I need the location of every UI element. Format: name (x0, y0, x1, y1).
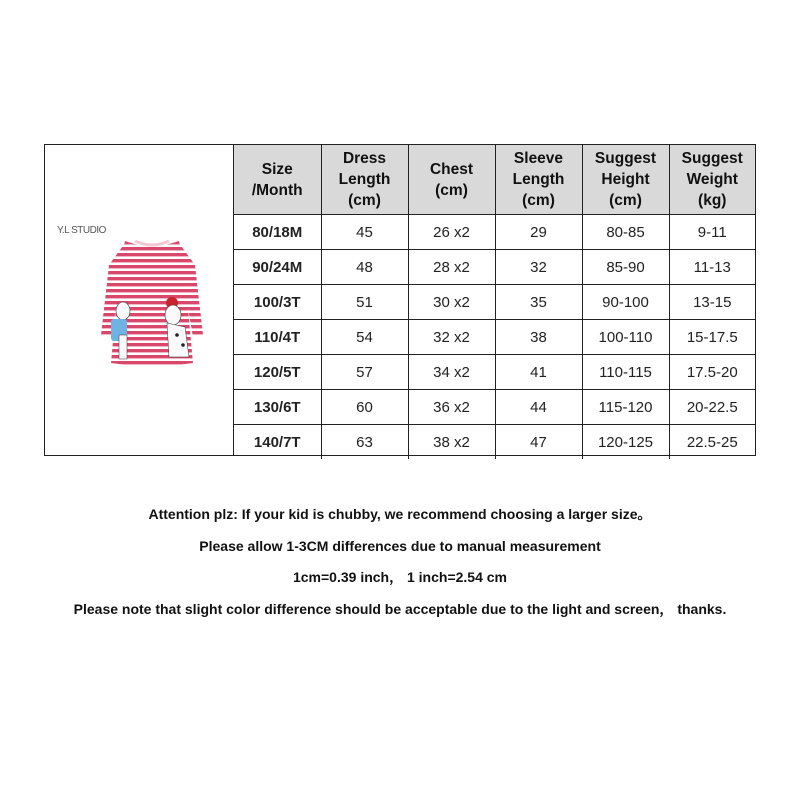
cell-chest: 30 x2 (408, 285, 495, 320)
header-dress-length: Dress Length (cm) (321, 145, 408, 215)
cell-sleeve-length: 44 (495, 390, 582, 425)
note-unit-conversion: 1cm=0.39 inch， 1 inch=2.54 cm (292, 569, 507, 585)
cell-size: 80/18M (234, 215, 321, 250)
cell-chest: 38 x2 (408, 425, 495, 460)
header-sleeve-length: Sleeve Length (cm) (495, 145, 582, 215)
cell-dress-length: 51 (321, 285, 408, 320)
cell-height: 80-85 (582, 215, 669, 250)
cell-weight: 15-17.5 (669, 320, 755, 355)
cell-dress-length: 45 (321, 215, 408, 250)
note-chubby: Attention plz: If your kid is chubby, we recommend choosing a larger size。 (148, 506, 652, 522)
cell-dress-length: 63 (321, 425, 408, 460)
table-row (234, 320, 755, 355)
cell-sleeve-length: 32 (495, 250, 582, 285)
size-chart (44, 144, 756, 456)
table-row (234, 390, 755, 425)
cell-dress-length: 48 (321, 250, 408, 285)
cell-weight: 22.5-25 (669, 425, 755, 460)
cell-sleeve-length: 47 (495, 425, 582, 460)
cell-sleeve-length: 41 (495, 355, 582, 390)
cell-sleeve-length: 29 (495, 215, 582, 250)
table-row (234, 285, 755, 320)
table-row (234, 215, 755, 250)
cell-size: 110/4T (234, 320, 321, 355)
table-row (234, 250, 755, 285)
cell-size: 100/3T (234, 285, 321, 320)
cell-height: 85-90 (582, 250, 669, 285)
cell-chest: 32 x2 (408, 320, 495, 355)
header-row (234, 145, 755, 215)
cell-height: 115-120 (582, 390, 669, 425)
cell-chest: 36 x2 (408, 390, 495, 425)
note-measurement-difference: Please allow 1-3CM differences due to manual measurement (199, 537, 601, 554)
cell-chest: 34 x2 (408, 355, 495, 390)
cell-size: 120/5T (234, 355, 321, 390)
cell-chest: 26 x2 (408, 215, 495, 250)
cell-chest: 28 x2 (408, 250, 495, 285)
cell-weight: 11-13 (669, 250, 755, 285)
header-suggest-weight: Suggest Weight (kg) (669, 145, 755, 215)
brand-logo: Y.L STUDIO (57, 225, 106, 236)
table-row (234, 355, 755, 390)
cell-height: 120-125 (582, 425, 669, 460)
cell-weight: 9-11 (669, 215, 755, 250)
cell-sleeve-length: 35 (495, 285, 582, 320)
cell-size: 130/6T (234, 390, 321, 425)
cell-size: 140/7T (234, 425, 321, 460)
cell-dress-length: 60 (321, 390, 408, 425)
header-suggest-height: Suggest Height (cm) (582, 145, 669, 215)
cell-size: 90/24M (234, 250, 321, 285)
notes-section (0, 500, 800, 626)
dress-image (97, 235, 207, 370)
header-size: Size /Month (234, 145, 321, 215)
cell-weight: 13-15 (669, 285, 755, 320)
size-table (234, 145, 755, 459)
cell-weight: 20-22.5 (669, 390, 755, 425)
note-color-difference: Please note that slight color difference should be acceptable due to the light and screen， thanks. (73, 600, 727, 617)
product-image-cell (45, 145, 234, 455)
cell-weight: 17.5-20 (669, 355, 755, 390)
cell-dress-length: 54 (321, 320, 408, 355)
header-chest: Chest (cm) (408, 145, 495, 215)
cell-height: 90-100 (582, 285, 669, 320)
cell-sleeve-length: 38 (495, 320, 582, 355)
cell-height: 110-115 (582, 355, 669, 390)
table-row (234, 425, 755, 460)
cell-height: 100-110 (582, 320, 669, 355)
cell-dress-length: 57 (321, 355, 408, 390)
